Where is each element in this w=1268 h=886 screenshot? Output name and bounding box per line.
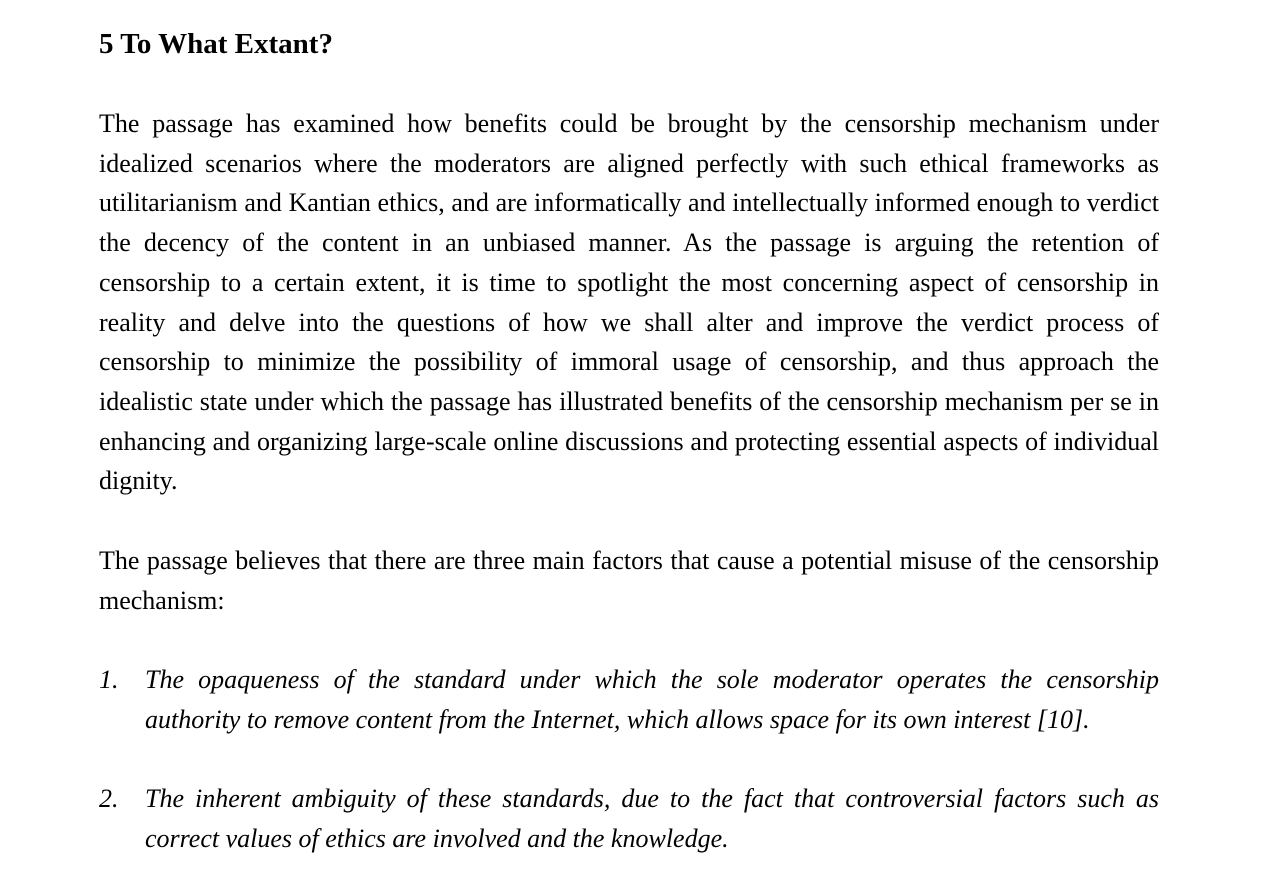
list-item-2	[99, 779, 1159, 858]
section-heading: 5 To What Extant?	[99, 28, 333, 60]
list-number: 1.	[99, 665, 119, 694]
list-text: The opaqueness of the standard under which the sole moderator operates the censorship authority to remove content from the Internet, which allows space for its own interest [10].	[145, 665, 1159, 734]
list-item-1	[99, 660, 1159, 739]
paragraph-intro: The passage has examined how benefits could be brought by the censorship mechanism under idealized scenarios where the moderators are aligned perfectly with such ethical frameworks as utilitarianism and Kantian ethics, and are informatically and intellectually informed enough to verdict the decency of the content in an unbiased manner. As the passage is arguing the retention of censorship to a certain extent, it is time to spotlight the most concerning aspect of censorship in reality and delve into the questions of how we shall alter and improve the verdict process of censorship to minimize the possibility of immoral usage of censorship, and thus approach the idealistic state under which the passage has illustrated benefits of the censorship mechanism per se in enhancing and organizing large-scale online discussions and protecting essential aspects of individual dignity.	[99, 109, 1159, 496]
list-text: The inherent ambiguity of these standards, due to the fact that controversial factors such as correct values of ethics are involved and the knowledge.	[145, 784, 1159, 853]
paragraph-factors: The passage believes that there are three main factors that cause a potential misuse of the censorship mechanism:	[99, 546, 1159, 615]
list-number: 2.	[99, 784, 119, 813]
